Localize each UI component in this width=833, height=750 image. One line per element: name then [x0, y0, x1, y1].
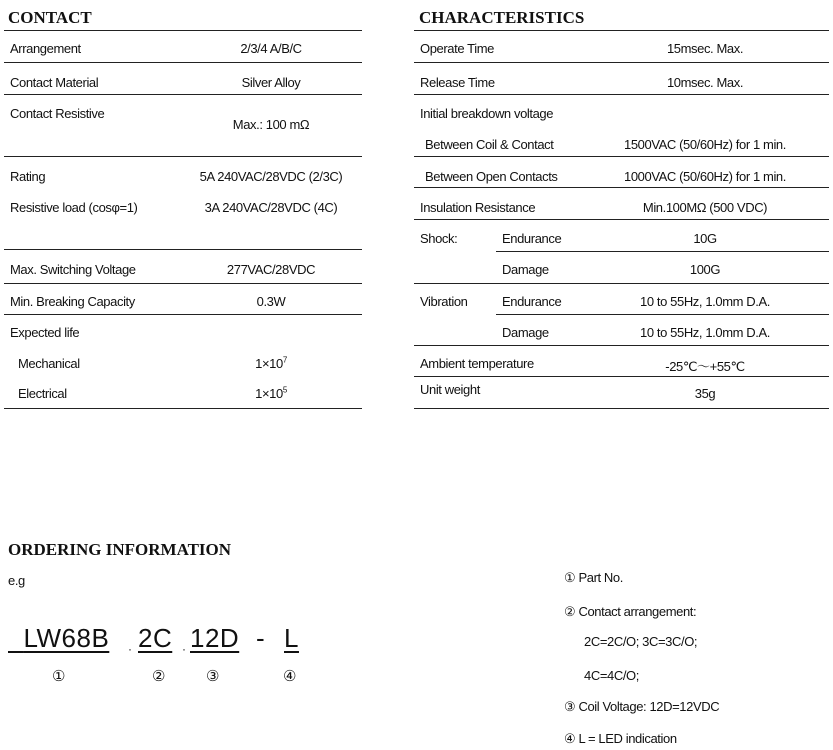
characteristics-heading: CHARACTERISTICS [419, 8, 585, 27]
insulation-value: Min.100MΩ (500 VDC) [642, 200, 768, 215]
divider [414, 283, 829, 284]
legend-contact-arrangement: ② Contact arrangement: [564, 604, 697, 619]
coil-code: 12D [190, 623, 240, 653]
legend-led: ④ L = LED indication [564, 731, 677, 746]
max-switching-label: Max. Switching Voltage [10, 262, 136, 277]
shock-damage-label: Damage [502, 262, 549, 277]
electrical-label: Electrical [18, 386, 67, 401]
ambient-label: Ambient temperature [420, 356, 534, 371]
resistive-load-label: Resistive load (cosφ=1) [10, 200, 138, 215]
operate-time-label: Operate Time [420, 41, 494, 56]
open-contacts-label: Between Open Contacts [425, 169, 558, 184]
insulation-label: Insulation Resistance [420, 200, 536, 215]
vibration-label: Vibration [420, 294, 468, 309]
release-time-label: Release Time [420, 75, 495, 90]
contact-code: 2C [138, 623, 173, 653]
contact-material-value: Silver Alloy [241, 75, 301, 90]
legend-part-no: ① Part No. [564, 570, 623, 585]
min-breaking-value: 0.3W [256, 294, 286, 309]
rating-label: Rating [10, 169, 46, 184]
coil-contact-label: Between Coil & Contact [425, 137, 554, 152]
arrangement-label: Arrangement [10, 41, 81, 56]
separator-dot: · [182, 642, 186, 656]
vibration-endurance-label: Endurance [502, 294, 562, 309]
electrical-value: $1\times 10^5$ [255, 385, 287, 401]
divider [496, 314, 829, 315]
contact-heading: CONTACT [8, 8, 92, 27]
mechanical-label: Mechanical [18, 356, 80, 371]
resistive-load-value: 3A 240VAC/28VDC (4C) [204, 200, 338, 215]
divider [4, 314, 362, 315]
mechanical-value: $1\times 10^7$ [255, 355, 287, 371]
shock-damage-value: 100G [689, 262, 721, 277]
contact-resistive-value: Max.: 100 mΩ [232, 117, 310, 132]
open-contacts-value: 1000VAC (50/60Hz) for 1 min. [624, 169, 786, 184]
operate-time-value: 15msec. Max. [666, 41, 744, 56]
separator-dash: - [256, 623, 266, 653]
shock-endurance-value: 10G [693, 231, 717, 246]
arrangement-value: 2/3/4 A/B/C [240, 41, 302, 56]
separator-dot: · [128, 642, 132, 656]
contact-resistive-label: Contact Resistive [10, 106, 105, 121]
vibration-endurance-value: 10 to 55Hz, 1.0mm D.A. [640, 294, 770, 309]
divider [4, 62, 362, 63]
contact-material-label: Contact Material [10, 75, 99, 90]
led-code: L [284, 623, 299, 653]
divider [414, 219, 829, 220]
shock-endurance-label: Endurance [502, 231, 562, 246]
marker-4: ④ [283, 668, 297, 685]
divider [414, 187, 829, 188]
divider [414, 376, 829, 377]
breakdown-voltage-label: Initial breakdown voltage [420, 106, 554, 121]
divider [414, 94, 829, 95]
divider [414, 408, 829, 409]
shock-label: Shock: [420, 231, 458, 246]
legend-coil-voltage: ③ Coil Voltage: 12D=12VDC [564, 699, 720, 714]
divider [4, 30, 362, 31]
expected-life-label: Expected life [10, 325, 80, 340]
divider [4, 283, 362, 284]
divider [414, 62, 829, 63]
vibration-damage-label: Damage [502, 325, 549, 340]
vibration-damage-value: 10 to 55Hz, 1.0mm D.A. [640, 325, 770, 340]
divider [4, 94, 362, 95]
marker-2: ② [152, 668, 166, 685]
release-time-value: 10msec. Max. [666, 75, 744, 90]
part-number-code: LW68B [23, 623, 110, 653]
coil-contact-value: 1500VAC (50/60Hz) for 1 min. [624, 137, 786, 152]
legend-contact-options-4c: 4C=4C/O; [584, 668, 639, 683]
ambient-value: -25℃～+55℃ [665, 359, 745, 374]
legend-contact-options: 2C=2C/O; 3C=3C/O; [584, 634, 698, 649]
divider [414, 30, 829, 31]
unit-weight-label: Unit weight [420, 382, 480, 397]
divider [4, 156, 362, 157]
divider [496, 251, 829, 252]
divider [414, 345, 829, 346]
divider [414, 156, 829, 157]
max-switching-value: 277VAC/28VDC [226, 262, 316, 277]
rating-value: 5A 240VAC/28VDC (2/3C) [199, 169, 343, 184]
ordering-heading: ORDERING INFORMATION [8, 540, 232, 559]
min-breaking-label: Min. Breaking Capacity [10, 294, 135, 309]
marker-3: ③ [206, 668, 220, 685]
example-label: e.g [8, 573, 25, 588]
marker-1: ① [52, 668, 66, 685]
divider [4, 249, 362, 250]
divider [4, 408, 362, 409]
unit-weight-value: 35g [694, 386, 716, 401]
